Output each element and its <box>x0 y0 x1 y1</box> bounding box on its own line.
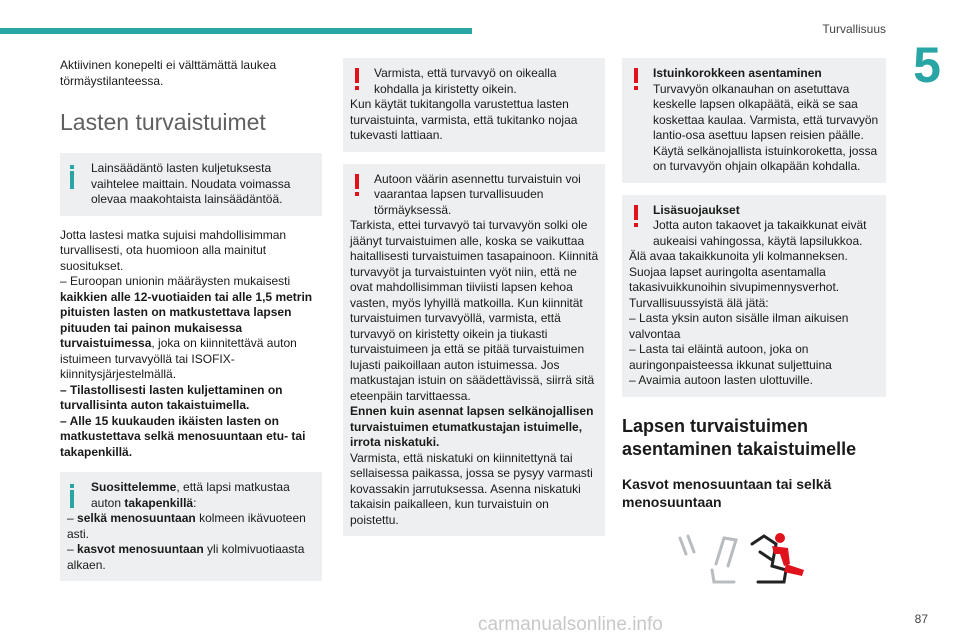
warning-box-installation: Autoon väärin asennettu turvaistuin voi vaarantaa lapsen turvallisuuden törmäyksessä. Tarkista, ettei turvavyö tai turvavyön solki ole jäänyt turvaistuimen alle, koska se vaikuttaa haitallisesti turvaistuimen tasapainoon. Kiinnitä turvavyöt ja turvaistuinten vyöt niin, että ne ovat mahdollisimman tiiviisti lapsen kehoa vasten, myös lyhyillä matkoilla. Kun kiinnität turvaistuimen turvavyöllä, varmista, että turvavyö on kiristetty oikein ja tiukasti turvaistuimeen ja että se pitää turvaistuimen lujasti paikoillaan auton istuimessa. Jos matkustajan istuin on säädettävissä, siirrä sitä eteenpäin tarvittaessa. Ennen kuin asennat lapsen selkänojallisen turvaistuimen etumatkustajan istuimelle, irrota niskatuki. Varmista, että niskatuki on kiinnitettynä tai sellaisessa paikassa, jossa se pysyy varmasti kovassakin jarrutuksessa. Asenna niskatuki takaisin paikalleen, kun turvaistuin on poistettu. <box>343 164 605 537</box>
info-box-recommendation: Suosittelemme, että lapsi matkustaa auton takapenkillä: – selkä menosuuntaan kolmeen ikävuoteen asti. – kasvot menosuuntaan yli kolmivuotiaasta alkaen. <box>60 472 322 581</box>
under15-rule: – Alle 15 kuukauden ikäisten lasten on matkustettava selkä menosuuntaan etu- tai takapenkillä. <box>60 413 306 459</box>
warning-icon <box>351 174 363 198</box>
info-icon <box>70 484 74 510</box>
subsection-heading: Kasvot menosuuntaan tai selkä menosuuntaan <box>622 475 832 510</box>
eu-rule: – Euroopan unionin määräysten mukaisesti kaikkien alle 12-vuotiaiden tai alle 1,5 metrin pituisten lasten on matkustettava lapsen pituuden tai painon mukaisessa turvaistuimessa, joka on kiinnitettävä auton istuimeen turvavyöllä tai ISOFIX-kiinnitysjärjestelmällä. <box>60 274 313 381</box>
header-accent-bar <box>0 28 472 34</box>
warning-icon <box>630 68 642 92</box>
column-1 <box>60 58 322 581</box>
warning-box-belt: Varmista, että turvavyö on oikealla kohdalla ja kiristetty oikein. Kun käytät tukitangolla varustettua lasten turvaistuinta, varmista, että tukitanko nojaa tukevasti lattiaan. <box>343 58 605 152</box>
child-seat-illustration <box>676 530 812 590</box>
warning-box-booster: Istuinkorokkeen asentaminen Turvavyön olkanauhan on asetuttava keskelle lapsen olkapäätä, eikä se saa koskettaa kaulaa. Varmista, että turvavyön lantio-osa asettuu lapsen reisien päälle. Käytä selkänojallista istuinkoroketta, jossa on turvavyön ohjain olkapään kohdalla. <box>622 58 886 183</box>
warning-icon <box>351 68 363 92</box>
body-text: Jotta lastesi matka sujuisi mahdollisimman turvallisesti, ota huomioon alla mainitut suositukset. <box>60 227 287 273</box>
info-text: Lainsäädäntö lasten kuljetuksesta vaihtelee maittain. Noudata voimassa olevaa maakohtaista lainsäädäntöä. <box>91 161 291 206</box>
intro-text: Aktiivinen konepelti ei välttämättä laukea törmäystilanteessa. <box>60 58 277 88</box>
warning-icon <box>630 205 642 229</box>
chapter-number: 5 <box>913 37 941 93</box>
watermark: carmanualsonline.info <box>478 614 663 635</box>
page-number: 87 <box>914 612 928 626</box>
section-title: Turvallisuus <box>822 22 886 36</box>
page-heading: Lasten turvaistuimet <box>60 109 266 135</box>
info-box-legislation <box>60 153 322 216</box>
column-2 <box>343 58 605 536</box>
info-icon <box>70 165 74 191</box>
stat-rule: – Tilastollisesti lasten kuljettaminen on turvallisinta auton takaistuimella. <box>60 382 283 412</box>
warning-box-extra-protection: Lisäsuojaukset Jotta auton takaovet ja takaikkunat eivät aukeaisi vahingossa, käytä lapsilukkoa. Älä avaa takaikkunoita yli kolmanneksen. Suojaa lapset auringolta asentamalla takasivuikkunoihin sivupimennysverhot. Turvallisuussyistä älä jätä: – Lasta yksin auton sisälle ilman aikuisen valvontaa – Lasta tai eläintä autoon, joka on auringonpaisteessa ikkunat suljettuina – Avaimia autoon lasten ulottuville. <box>622 195 886 397</box>
section-heading: Lapsen turvaistuimen asentaminen takaistuimelle <box>622 415 857 459</box>
column-3 <box>622 58 886 511</box>
